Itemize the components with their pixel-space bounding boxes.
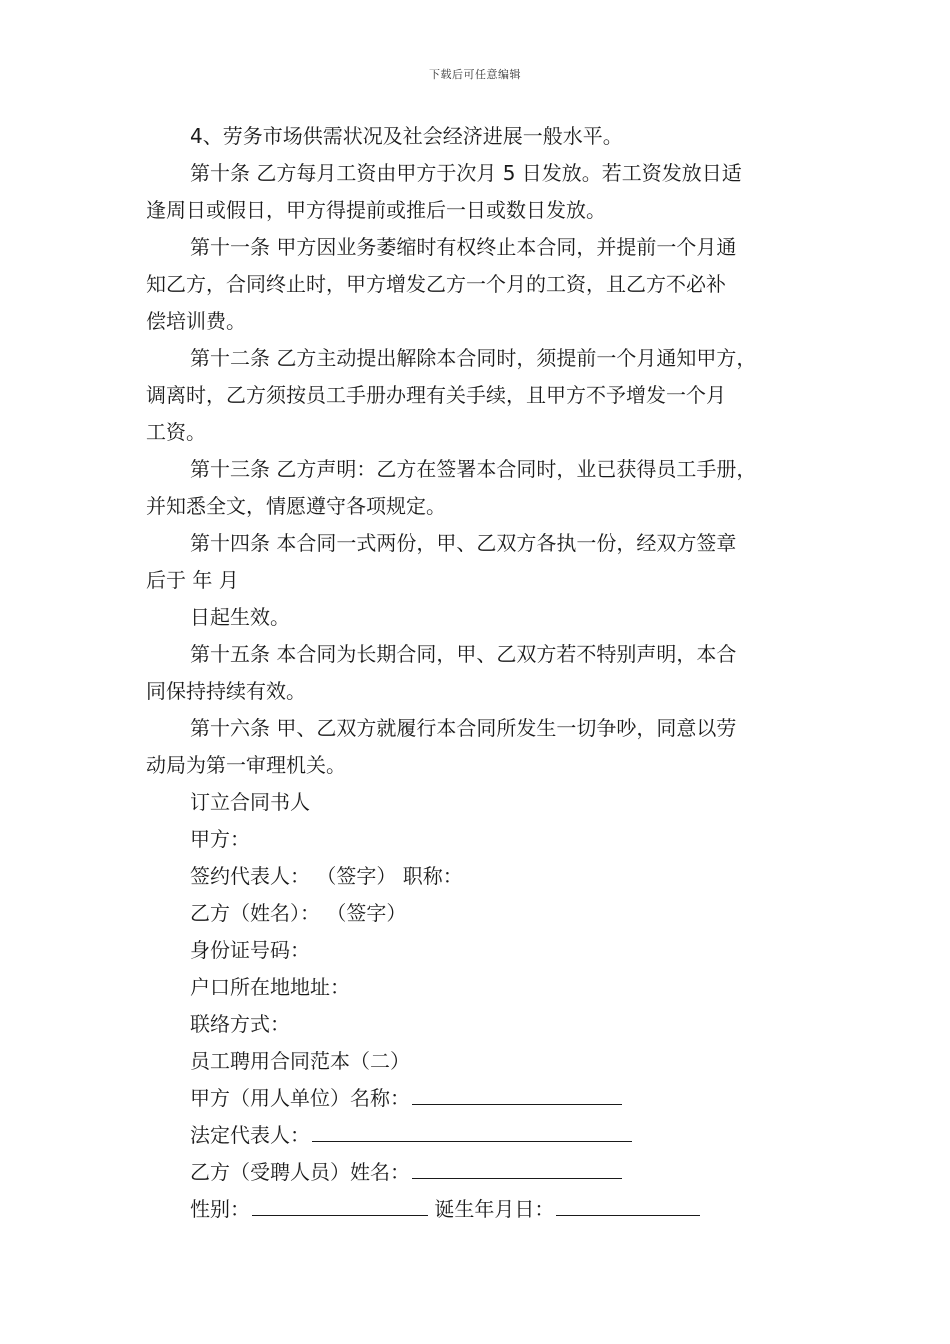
paragraph-line: 4、劳务市场供需状况及社会经济进展一般水平。: [190, 124, 623, 148]
party-a-label: 甲方：: [190, 827, 250, 851]
household-address-label: 户口所在地地址：: [190, 975, 350, 999]
page-header-note: 下载后可任意编辑: [429, 68, 521, 81]
legal-rep-blank[interactable]: [312, 1119, 632, 1142]
gender-birthdate-row: [146, 1191, 810, 1228]
employee-name-label: 乙方（受聘人员）姓名：: [190, 1160, 410, 1184]
gender-blank[interactable]: [252, 1193, 428, 1216]
signing-rep-label: 签约代表人： （签字） 职称：: [190, 864, 463, 888]
birthdate-label: 诞生年月日：: [434, 1197, 555, 1221]
paragraph-line: 第十五条 本合同为长期合同，甲、乙双方若不特别声明，本合: [190, 642, 737, 666]
paragraph-line: 日起生效。: [190, 605, 290, 629]
paragraph-line: 第十六条 甲、乙双方就履行本合同所发生一切争吵，同意以劳: [190, 716, 737, 740]
paragraph-line: 调离时，乙方须按员工手册办理有关手续，且甲方不予增发一个月: [146, 383, 726, 407]
document-body: [146, 118, 810, 1228]
signatory-heading: 订立合同书人: [190, 790, 310, 814]
employer-name-blank[interactable]: [412, 1082, 622, 1105]
gender-label: 性别：: [190, 1197, 250, 1221]
paragraph-line: 第十条 乙方每月工资由甲方于次月 5 日发放。若工资发放日适: [190, 161, 742, 185]
contact-label: 联络方式：: [190, 1012, 290, 1036]
paragraph-line: 并知悉全文，情愿遵守各项规定。: [146, 494, 446, 518]
id-number-label: 身份证号码：: [190, 938, 310, 962]
paragraph-line: 同保持持续有效。: [146, 679, 306, 703]
birthdate-blank[interactable]: [556, 1193, 700, 1216]
employee-name-row: [146, 1154, 810, 1191]
employer-name-row: [146, 1080, 810, 1117]
employer-name-label: 甲方（用人单位）名称：: [190, 1086, 410, 1110]
contract-template-title: 员工聘用合同范本（二）: [190, 1049, 410, 1073]
paragraph-line: 逢周日或假日，甲方得提前或推后一日或数日发放。: [146, 198, 606, 222]
legal-rep-label: 法定代表人：: [190, 1123, 310, 1147]
legal-rep-row: [146, 1117, 810, 1154]
paragraph-line: 工资。: [146, 420, 206, 444]
paragraph-line: 第十四条 本合同一式两份，甲、乙双方各执一份，经双方签章: [190, 531, 737, 555]
paragraph-line: 第十三条 乙方声明：乙方在签署本合同时，业已获得员工手册，: [190, 457, 757, 481]
paragraph-line: 第十二条 乙方主动提出解除本合同时，须提前一个月通知甲方，: [190, 346, 757, 370]
paragraph-line: 第十一条 甲方因业务萎缩时有权终止本合同，并提前一个月通: [190, 235, 737, 259]
paragraph-line: 偿培训费。: [146, 309, 246, 333]
paragraph-line: 动局为第一审理机关。: [146, 753, 346, 777]
paragraph-line: 后于 年 月: [146, 568, 239, 592]
paragraph-line: 知乙方，合同终止时，甲方增发乙方一个月的工资，且乙方不必补: [146, 272, 726, 296]
party-b-name-label: 乙方（姓名）： （签字）: [190, 901, 407, 925]
employee-name-blank[interactable]: [412, 1156, 622, 1179]
